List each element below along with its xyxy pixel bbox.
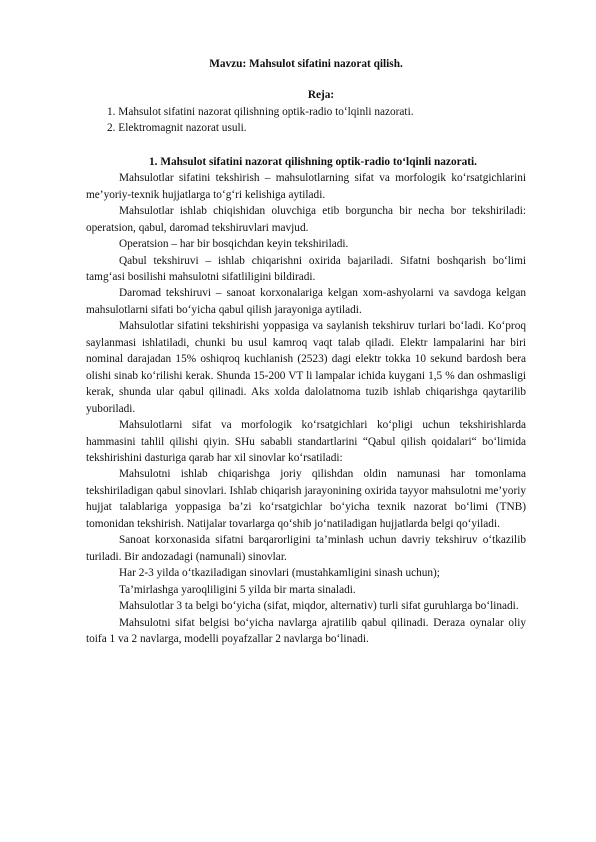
plan-item: 2. Elektromagnit nazorat usuli. bbox=[107, 122, 247, 135]
paragraph: Operatsion – har bir bosqichdan keyin tekshiriladi. bbox=[119, 238, 349, 251]
section-heading: 1. Mahsulot sifatini nazorat qilishning optik-radio to‘lqinli nazorati. bbox=[149, 155, 477, 168]
paragraph: Mahsulotlar sifatini tekshirishi yoppasiga va saylanish tekshiruv turlari bo‘ladi. Ko‘proq saylanmasi ishlatiladi, chunki bu usul kamroq vaqt talab qiladi. Elektr lampalarini har biri nominal darajadan 15% oshiqroq kuchlanish (2523) dagi elektr tokka 10 sekund bardosh bera olishi sinab ko‘rilishi kerak. Shunda 15-200 VT li lampalar ichida kuygani 1,5 % dan oshmasligi kerak, shunda ular qabul qilinadi. Aks xolda dalolatnoma tuzib ishlab chiqarishga qaytarilib yuboriladi. bbox=[86, 320, 526, 415]
document-page bbox=[86, 56, 526, 647]
paragraph: Mahsulotlar 3 ta belgi bo‘yicha (sifat, miqdor, alternativ) turli sifat guruhlarga bo‘linadi. bbox=[119, 600, 519, 613]
paragraph: Mahsulotlar sifatini tekshirish – mahsulotlarning sifat va morfologik ko‘rsatgichlarini me’yoriy-texnik hujjatlarga to‘g‘ri kelishiga aytiladi. bbox=[86, 172, 526, 201]
paragraph: Mahsulotlar ishlab chiqishidan oluvchiga etib borguncha bir necha bor tekshiriladi: operatsion, qabul, daromad tekshiruvlari mavjud. bbox=[86, 205, 526, 234]
paragraph: Mahsulotlarni sifat va morfologik ko‘rsatgichlari ko‘pligi uchun tekshirishlarda hammasini tahlil qilishi qiyin. SHu sababli standartlarini “Qabul qilish qoidalari“ bo‘limida tekshirishini dasturiga qarab har xil sinovlar ko‘rsatiladi: bbox=[86, 419, 526, 464]
paragraph: Har 2-3 yilda o‘tkaziladigan sinovlari (mustahkamligini sinash uchun); bbox=[119, 567, 440, 580]
paragraph: Ta’mirlashga yaroqliligini 5 yilda bir marta sinaladi. bbox=[119, 583, 356, 596]
paragraph: Sanoat korxonasida sifatni barqarorligini ta’minlash uchun davriy tekshiruv o‘tkazilib turiladi. Bir andozadagi (namunali) sinovlar. bbox=[86, 534, 526, 563]
paragraph: Qabul tekshiruvi – ishlab chiqarishni oxirida bajariladi. Sifatni boshqarish bo‘limi tamg‘asi bosilishi mahsulotni sifatliligini bildiradi. bbox=[86, 254, 526, 283]
plan-list bbox=[86, 104, 526, 137]
document-title: Mavzu: Mahsulot sifatini nazorat qilish. bbox=[209, 58, 403, 70]
paragraph: Mahsulotni ishlab chiqarishga joriy qilishdan oldin namunasi har tomonlama tekshiriladigan qabul sinovlari. Ishlab chiqarish jarayonining oxirida tayyor mahsulotni me’yoriy hujjat talablariga yoppasiga ba’zi ko‘rsatgichlar bo‘yicha texnik nazorat bo‘limi (TNB) tomonidan tekshirish. Natijalar tovarlarga qo‘shib jo‘natiladigan hujjatlarda belgi qo‘yiladi. bbox=[86, 468, 526, 530]
plan-item: 1. Mahsulot sifatini nazorat qilishning optik-radio to‘lqinli nazorati. bbox=[107, 105, 414, 118]
paragraph: Mahsulotni sifat belgisi bo‘yicha navlarga ajratilib qabul qilinadi. Deraza oynalar oliy toifa 1 va 2 navlarga, modelli poyafzallar 2 navlarga bo‘linadi. bbox=[86, 616, 526, 645]
paragraph: Daromad tekshiruvi – sanoat korxonalariga kelgan xom-ashyolarni va savdoga kelgan mahsulotlarni sifati bo‘yicha qabul qilish jarayoniga aytiladi. bbox=[86, 287, 526, 316]
plan-heading: Reja: bbox=[307, 89, 335, 102]
